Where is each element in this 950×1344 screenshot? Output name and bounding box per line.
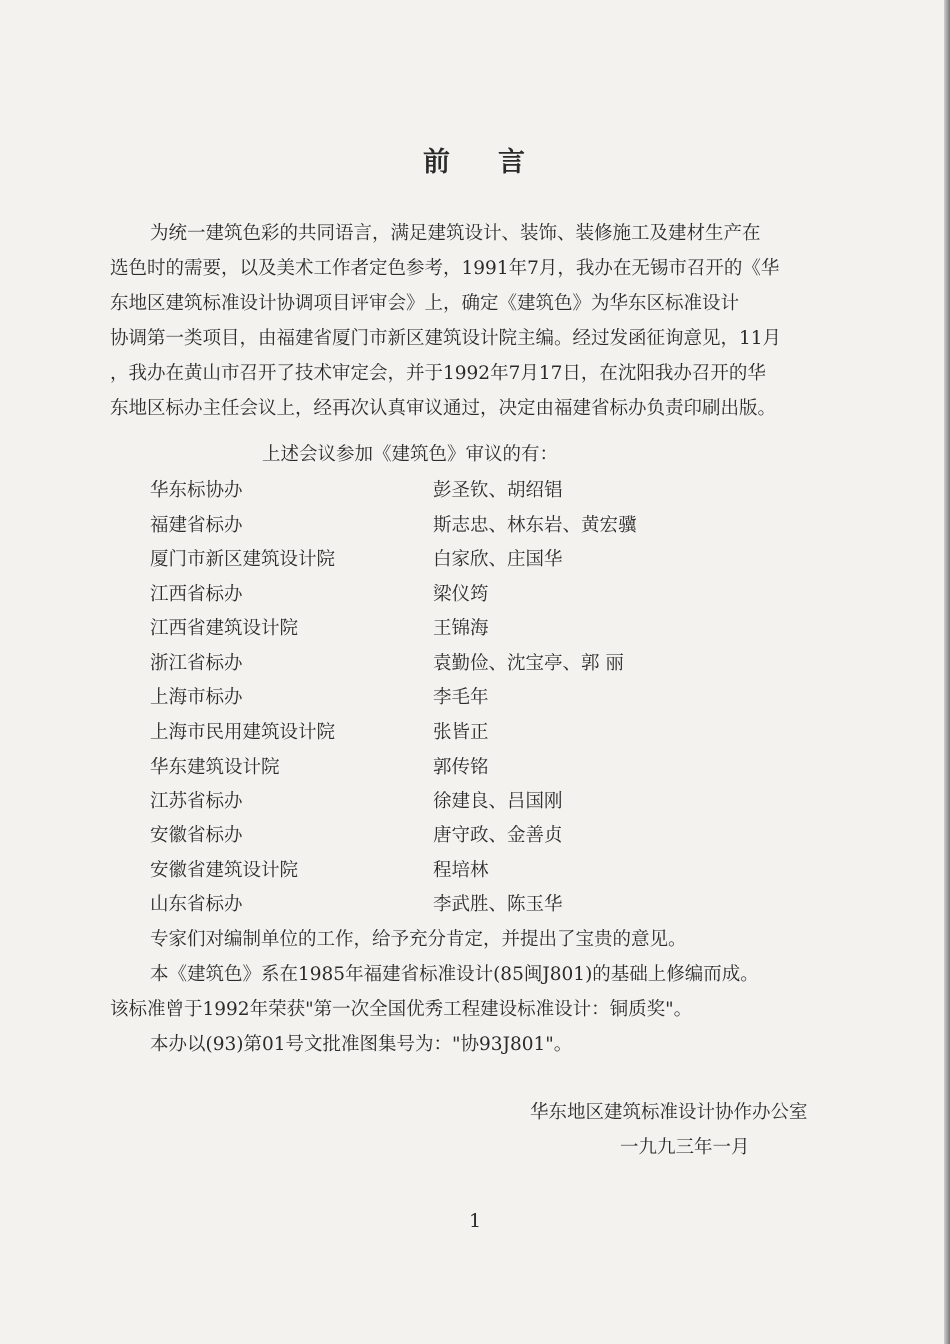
paragraph-line: 本《建筑色》系在1985年福建省标准设计(85闽J801)的基础上修编而成。: [150, 964, 759, 985]
participant-names: 徐建良、吕国刚: [433, 791, 563, 812]
participant-names: 张皆正: [433, 722, 489, 743]
paragraph-line: 该标准曾于1992年荣获"第一次全国优秀工程建设标准设计：铜质奖"。: [110, 999, 693, 1020]
participant-org: 山东省标办: [150, 894, 243, 915]
participant-org: 华东建筑设计院: [150, 757, 280, 778]
participant-org: 华东标协办: [150, 480, 243, 501]
participant-names: 袁勤俭、沈宝亭、郭 丽: [433, 653, 624, 674]
participant-names: 郭传铭: [433, 757, 489, 778]
participant-row: [150, 887, 870, 922]
title-char: 言: [498, 147, 527, 178]
page-edge-shadow: [944, 0, 950, 1344]
participant-row: [150, 646, 870, 681]
paragraph-line: ，我办在黄山市召开了技术审定会，并于1992年7月17日，在沈阳我办召开的华: [110, 363, 766, 384]
participant-row: [150, 508, 870, 543]
participant-names: 斯志忠、林东岩、黄宏骥: [433, 515, 637, 536]
participant-org: 厦门市新区建筑设计院: [150, 549, 336, 570]
participant-names: 梁仪筠: [433, 584, 489, 605]
participant-row: [150, 473, 870, 508]
participant-org: 安徽省建筑设计院: [150, 860, 299, 881]
signature-office: 华东地区建筑标准设计协作办公室: [530, 1102, 808, 1123]
participant-org: 上海市标办: [150, 687, 243, 708]
participant-org: 江西省标办: [150, 584, 243, 605]
participant-org: 江西省建筑设计院: [150, 618, 299, 639]
participant-org: 浙江省标办: [150, 653, 243, 674]
participant-names: 彭圣钦、胡绍锠: [433, 480, 563, 501]
participant-names: 唐守政、金善贞: [433, 825, 563, 846]
signature-date: 一九九三年一月: [620, 1137, 750, 1158]
page-number: 1: [468, 1210, 482, 1232]
participant-names: 王锦海: [433, 618, 489, 639]
participant-row: [150, 715, 870, 750]
participant-org: 安徽省标办: [150, 825, 243, 846]
participant-row: [150, 577, 870, 612]
participant-row: [150, 818, 870, 853]
paragraph-line: 东地区建筑标准设计协调项目评审会》上，确定《建筑色》为华东区标准设计: [110, 293, 740, 314]
participant-names: 白家欣、庄国华: [433, 549, 563, 570]
paragraph-line: 协调第一类项目，由福建省厦门市新区建筑设计院主编。经过发函征询意见，11月: [110, 328, 782, 349]
page-title: [0, 140, 950, 179]
participant-row: [150, 750, 870, 785]
expert-line: 专家们对编制单位的工作，给予充分肯定，并提出了宝贵的意见。: [150, 929, 687, 950]
participant-org: 上海市民用建筑设计院: [150, 722, 336, 743]
paragraph-line: 选色时的需要，以及美术工作者定色参考，1991年7月，我办在无锡市召开的《华: [110, 258, 780, 279]
participant-row: [150, 611, 870, 646]
participant-row: [150, 680, 870, 715]
participants-intro: 上述会议参加《建筑色》审议的有：: [262, 444, 559, 465]
paragraph-line: 东地区标办主任会议上，经再次认真审议通过，决定由福建省标办负责印刷出版。: [110, 398, 777, 419]
title-char: 前: [423, 147, 452, 178]
approval-line: 本办以(93)第01号文批准图集号为："协93J801"。: [150, 1034, 573, 1055]
participant-row: [150, 784, 870, 819]
participant-row: [150, 853, 870, 888]
paragraph-line: 为统一建筑色彩的共同语言，满足建筑设计、装饰、装修施工及建材生产在: [150, 223, 761, 244]
participant-row: [150, 542, 870, 577]
participant-names: 李武胜、陈玉华: [433, 894, 563, 915]
participant-org: 福建省标办: [150, 515, 243, 536]
participant-names: 李毛年: [433, 687, 489, 708]
participant-org: 江苏省标办: [150, 791, 243, 812]
participant-names: 程培林: [433, 860, 489, 881]
